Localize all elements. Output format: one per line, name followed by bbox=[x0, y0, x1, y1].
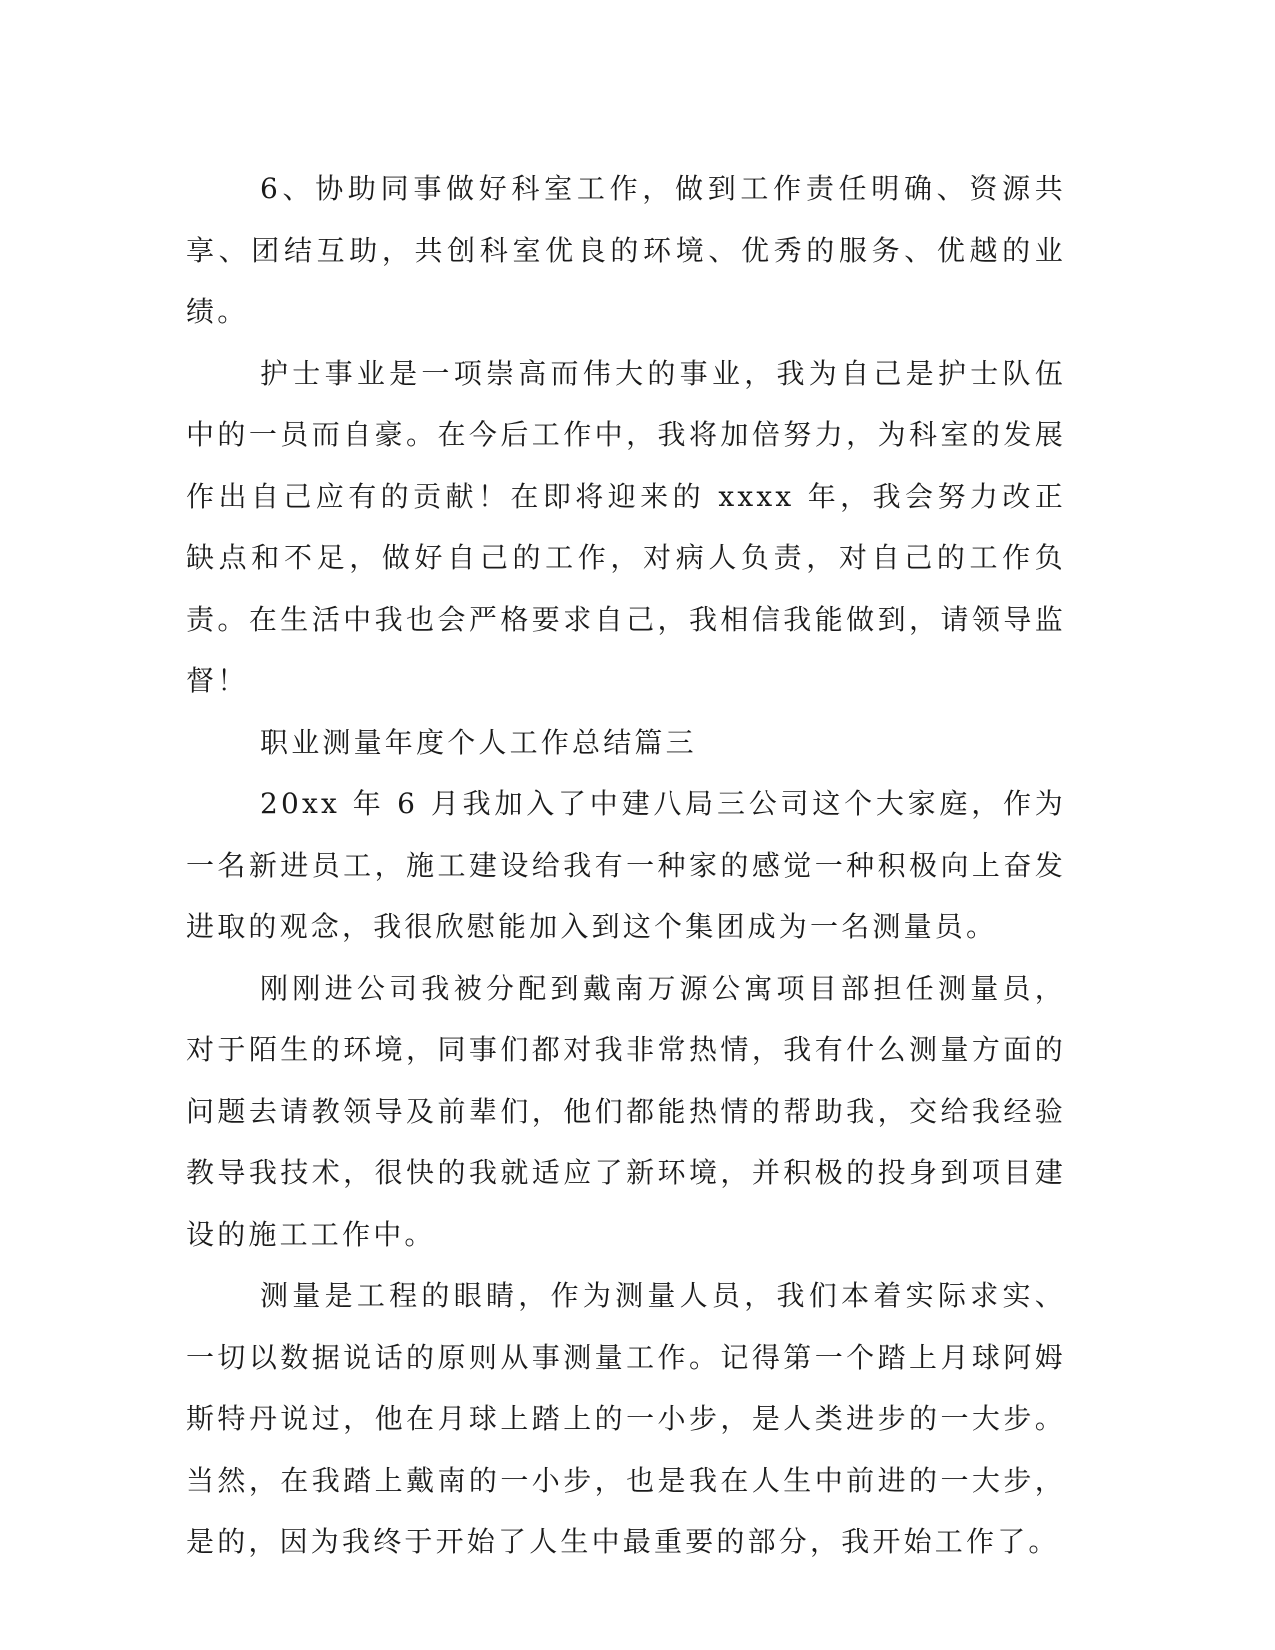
paragraph-teamwork: 6、协助同事做好科室工作，做到工作责任明确、资源共享、团结互助，共创科室优良的环境、优秀的服务、优越的业绩。 bbox=[186, 172, 1066, 328]
paragraph-first-assignment: 刚刚进公司我被分配到戴南万源公寓项目部担任测量员，对于陌生的环境，同事们都对我非常热情，我有什么测量方面的问题去请教领导及前辈们，他们都能热情的帮助我，交给我经验教导我技术，很快的我就适应了新环境，并积极的投身到项目建设的施工工作中。 bbox=[186, 971, 1066, 1251]
document-body bbox=[186, 158, 1066, 1573]
section-heading: 职业测量年度个人工作总结篇三 bbox=[260, 725, 697, 759]
paragraph-nursing-career: 护士事业是一项崇高而伟大的事业，我为自己是护士队伍中的一员而自豪。在今后工作中，我将加倍努力，为科室的发展作出自己应有的贡献！在即将迎来的 xxxx 年，我会努力改正缺点和不足，做好自己的工作，对病人负责，对自己的工作负责。在生活中我也会严格要求自己，我相信我能做到，请领导监督！ bbox=[186, 356, 1066, 697]
paragraph-surveying-work: 测量是工程的眼睛，作为测量人员，我们本着实际求实、一切以数据说话的原则从事测量工作。记得第一个踏上月球阿姆斯特丹说过，他在月球上踏上的一小步，是人类进步的一大步。当然，在我踏上戴南的一小步，也是我在人生中前进的一大步，是的，因为我终于开始了人生中最重要的部分，我开始工作了。 bbox=[186, 1279, 1066, 1558]
paragraph-joining-company: 20xx 年 6 月我加入了中建八局三公司这个大家庭，作为一名新进员工，施工建设给我有一种家的感觉一种积极向上奋发进取的观念，我很欣慰能加入到这个集团成为一名测量员。 bbox=[186, 787, 1066, 943]
